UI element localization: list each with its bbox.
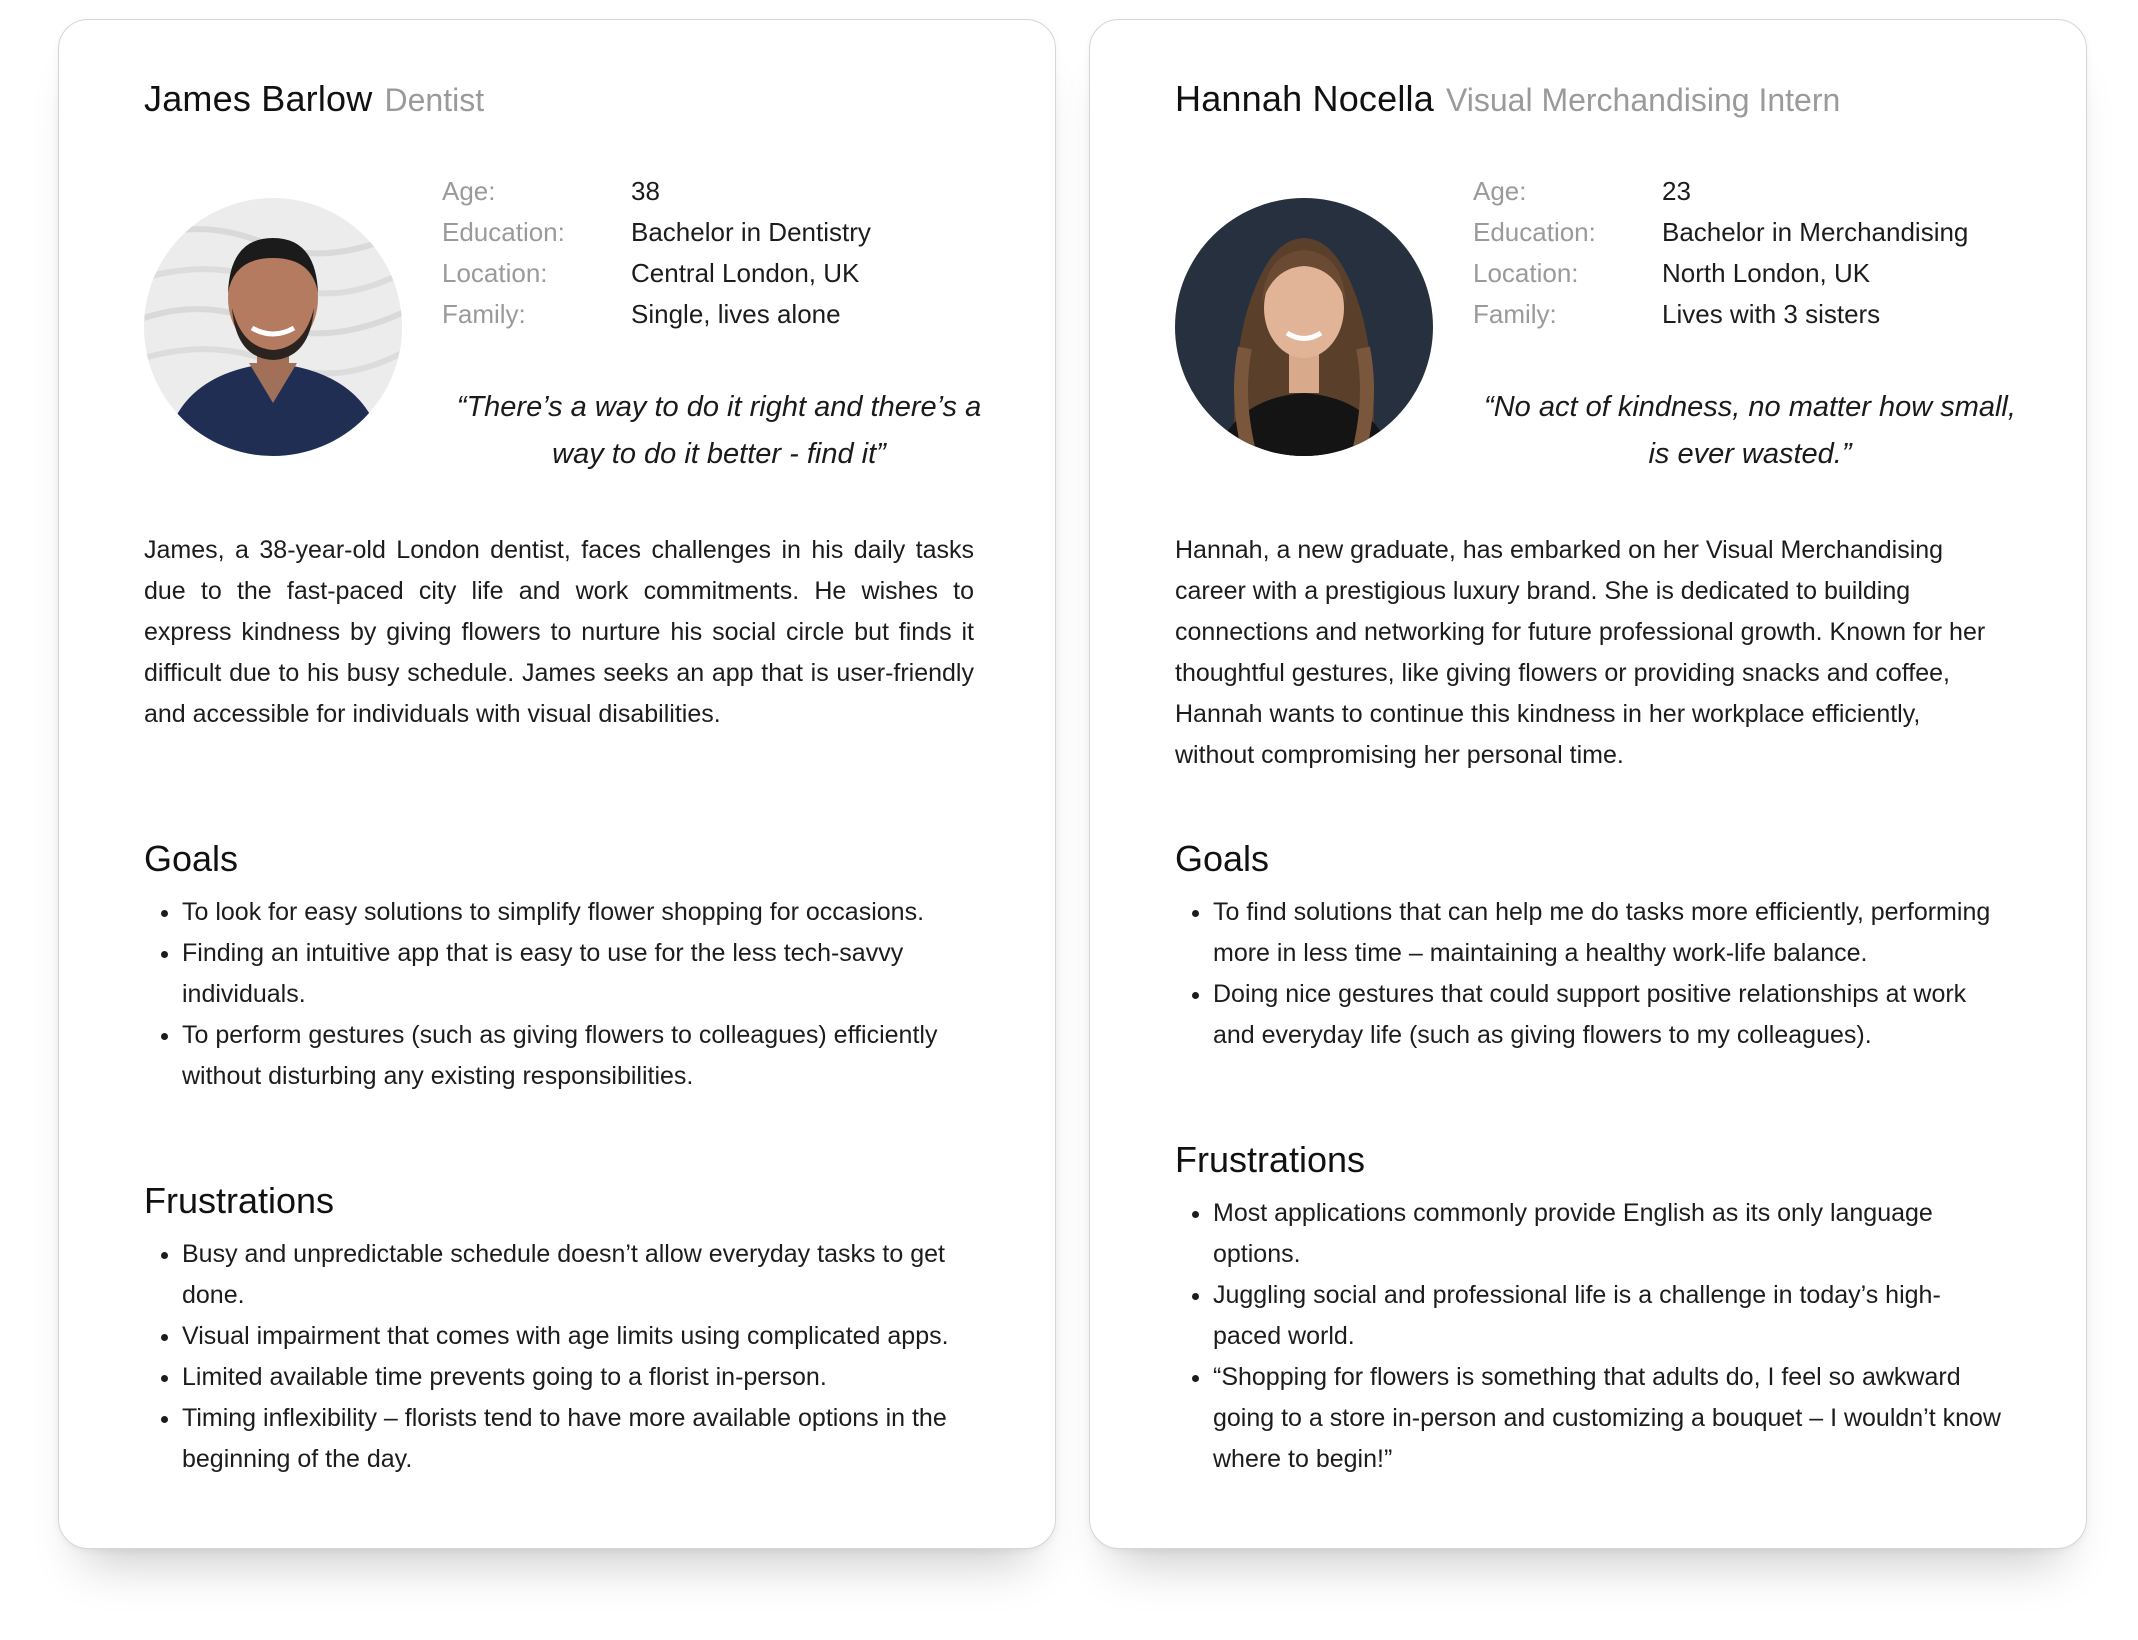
goal-item: • To find solutions that can help me do tasks more efficiently, performing more in less time – maintaining a healthy work-life balance. [1213, 892, 2005, 974]
frustration-item: • Limited available time prevents going to a florist in-person. [182, 1357, 974, 1398]
persona-role: Dentist [384, 82, 485, 118]
frustrations-heading: Frustrations [144, 1180, 335, 1221]
detail-label: Education: [442, 217, 565, 247]
persona-card-hannah [1089, 19, 2087, 1549]
detail-value: North London, UK [1662, 258, 1871, 288]
frustration-item: • Busy and unpredictable schedule doesn’t allow everyday tasks to get done. [182, 1234, 974, 1316]
frustration-item: • Juggling social and professional life is a challenge in today’s high-paced world. [1213, 1275, 2005, 1357]
goal-item: • Doing nice gestures that could support positive relationships at work and everyday life (such as giving flowers to my colleagues). [1213, 974, 2005, 1056]
detail-value: Central London, UK [631, 258, 860, 288]
goals-heading: Goals [1175, 838, 1270, 879]
detail-value: Bachelor in Merchandising [1662, 217, 1969, 247]
detail-label: Location: [442, 258, 548, 288]
persona-quote: “No act of kindness, no matter how small, is ever wasted.” [1484, 391, 2016, 470]
frustrations-list [1175, 1193, 2005, 1480]
avatar [1175, 198, 1433, 456]
frustration-item: • Most applications commonly provide English as its only language options. [1213, 1193, 2005, 1275]
persona-bio: Hannah, a new graduate, has embarked on her Visual Merchandising career with a prestigious luxury brand. She is dedicated to building connections and networking for future professional growth. Known for her thoughtful gestures, like giving flowers or providing snacks and coffee, Hannah wants to continue this kindness in her workplace efficiently, without compromising her personal time. [1175, 536, 1986, 769]
detail-label: Family: [1473, 299, 1557, 329]
detail-label: Family: [442, 299, 526, 329]
detail-label: Age: [1473, 176, 1527, 206]
detail-label: Age: [442, 176, 496, 206]
goal-item: • To look for easy solutions to simplify flower shopping for occasions. [182, 892, 974, 933]
persona-header [1175, 78, 1840, 120]
persona-header [144, 78, 484, 120]
persona-bio: James, a 38-year-old London dentist, faces challenges in his daily tasks due to the fast-paced city life and work commitments. He wishes to express kindness by giving flowers to nurture his social circle but finds it difficult due to his busy schedule. James seeks an app that is user-friendly and accessible for individuals with visual disabilities. [144, 536, 974, 728]
persona-role: Visual Merchandising Intern [1445, 82, 1841, 118]
frustrations-heading: Frustrations [1175, 1139, 1366, 1180]
frustration-item: • “Shopping for flowers is something that adults do, I feel so awkward going to a store in-person and customizing a bouquet – I wouldn’t know where to begin!” [1213, 1357, 2005, 1480]
goals-heading: Goals [144, 838, 239, 879]
goals-list [144, 892, 974, 1097]
frustrations-list [144, 1234, 974, 1480]
avatar [144, 198, 402, 456]
frustration-item: • Visual impairment that comes with age limits using complicated apps. [182, 1316, 974, 1357]
detail-value: Lives with 3 sisters [1662, 299, 1881, 329]
persona-name: James Barlow [144, 78, 373, 119]
persona-quote: “There’s a way to do it right and there’s a way to do it better - find it” [456, 391, 982, 470]
goals-list [1175, 892, 2005, 1056]
detail-value: Bachelor in Dentistry [631, 217, 871, 247]
avatar-photo-james [144, 198, 402, 456]
goal-item: • Finding an intuitive app that is easy to use for the less tech-savvy individuals. [182, 933, 974, 1015]
detail-label: Education: [1473, 217, 1596, 247]
avatar-photo-hannah [1175, 198, 1433, 456]
frustration-item: • Timing inflexibility – florists tend to have more available options in the beginning of the day. [182, 1398, 974, 1480]
persona-card-james [58, 19, 1056, 1549]
persona-name: Hannah Nocella [1175, 78, 1434, 119]
goal-item: • To perform gestures (such as giving flowers to colleagues) efficiently without disturbing any existing responsibilities. [182, 1015, 974, 1097]
detail-value: 38 [631, 176, 660, 206]
detail-value: Single, lives alone [631, 299, 841, 329]
detail-value: 23 [1662, 176, 1691, 206]
detail-label: Location: [1473, 258, 1579, 288]
